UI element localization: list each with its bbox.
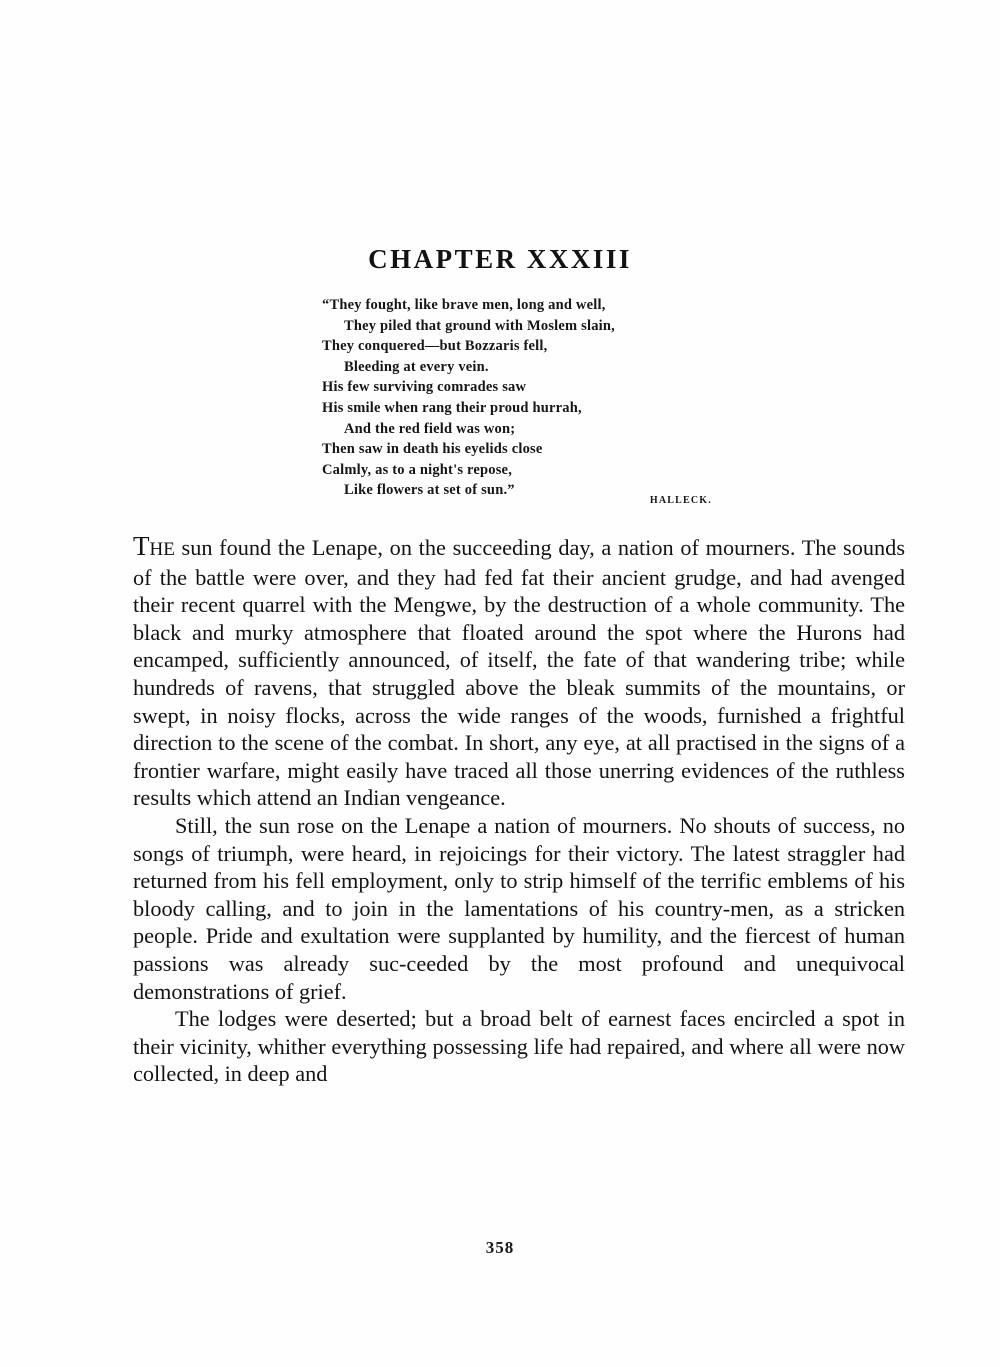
epigraph-line: His smile when rang their proud hurrah, (322, 399, 582, 416)
attribution-text: HALLECK. (649, 495, 712, 506)
epigraph-line: Like flowers at set of sun.” (344, 482, 515, 499)
drop-cap-letter: T (133, 531, 150, 561)
epigraph-line: “They fought, like brave men, long and well, (322, 297, 606, 313)
epigraph-attribution (322, 492, 712, 507)
paragraph (133, 1005, 905, 1088)
paragraph (133, 812, 905, 1005)
drop-cap-smallcaps: HE (149, 539, 175, 560)
epigraph-line: His few surviving comrades saw (322, 379, 527, 396)
epigraph-line: And the red field was won; (344, 420, 516, 437)
epigraph-line: Calmly, as to a night's repose, (322, 461, 513, 478)
paragraph-text: The lodges were deserted; but a broad belt of earnest faces encircled a spot in their vicinity, whither everything possessing life had repaired, and where all were now collected, in deep and (133, 1006, 905, 1087)
paragraph (133, 533, 905, 812)
epigraph-line: Bleeding at every vein. (344, 358, 489, 375)
epigraph-line: They conquered—but Bozzaris fell, (322, 338, 548, 355)
page-number: 358 (485, 1238, 515, 1257)
epigraph-poem (322, 295, 742, 501)
body-text (133, 533, 905, 1088)
paragraph-text: sun found the Lenape, on the succeeding day, a nation of mourners. The sounds of the battle were over, and they had fed fat their ancient grudge, and had avenged their recent quarrel with the Mengwe, by the destruction of a whole community. The black and murky atmosphere that floated around the spot where the Hurons had encamped, sufficiently announced, of itself, the fate of that wandering tribe; while hundreds of ravens, that struggled above the bleak summits of the mountains, or swept, in noisy flocks, across the wide ranges of the woods, furnished a frightful direction to the scene of the combat. In short, any eye, at all practised in the signs of a frontier warfare, might easily have traced all those unerring evidences of the ruthless results which attend an Indian vengeance. (133, 535, 905, 811)
chapter-title: CHAPTER XXXIII (368, 244, 632, 274)
epigraph-line: They piled that ground with Moslem slain, (344, 317, 615, 334)
drop-cap (133, 531, 175, 561)
paragraph-text: Still, the sun rose on the Lenape a nation of mourners. No shouts of success, no songs of triumph, were heard, in rejoicings for their victory. The latest straggler had returned from his fell employment, only to strip himself of the terrific emblems of his bloody calling, and to join in the lamentations of his country-men, as a stricken people. Pride and exultation were supplanted by humility, and the fiercest of human passions was already suc-ceeded by the most profound and unequivocal demonstrations of grief. (133, 812, 905, 1004)
epigraph-line: Then saw in death his eyelids close (322, 441, 543, 458)
